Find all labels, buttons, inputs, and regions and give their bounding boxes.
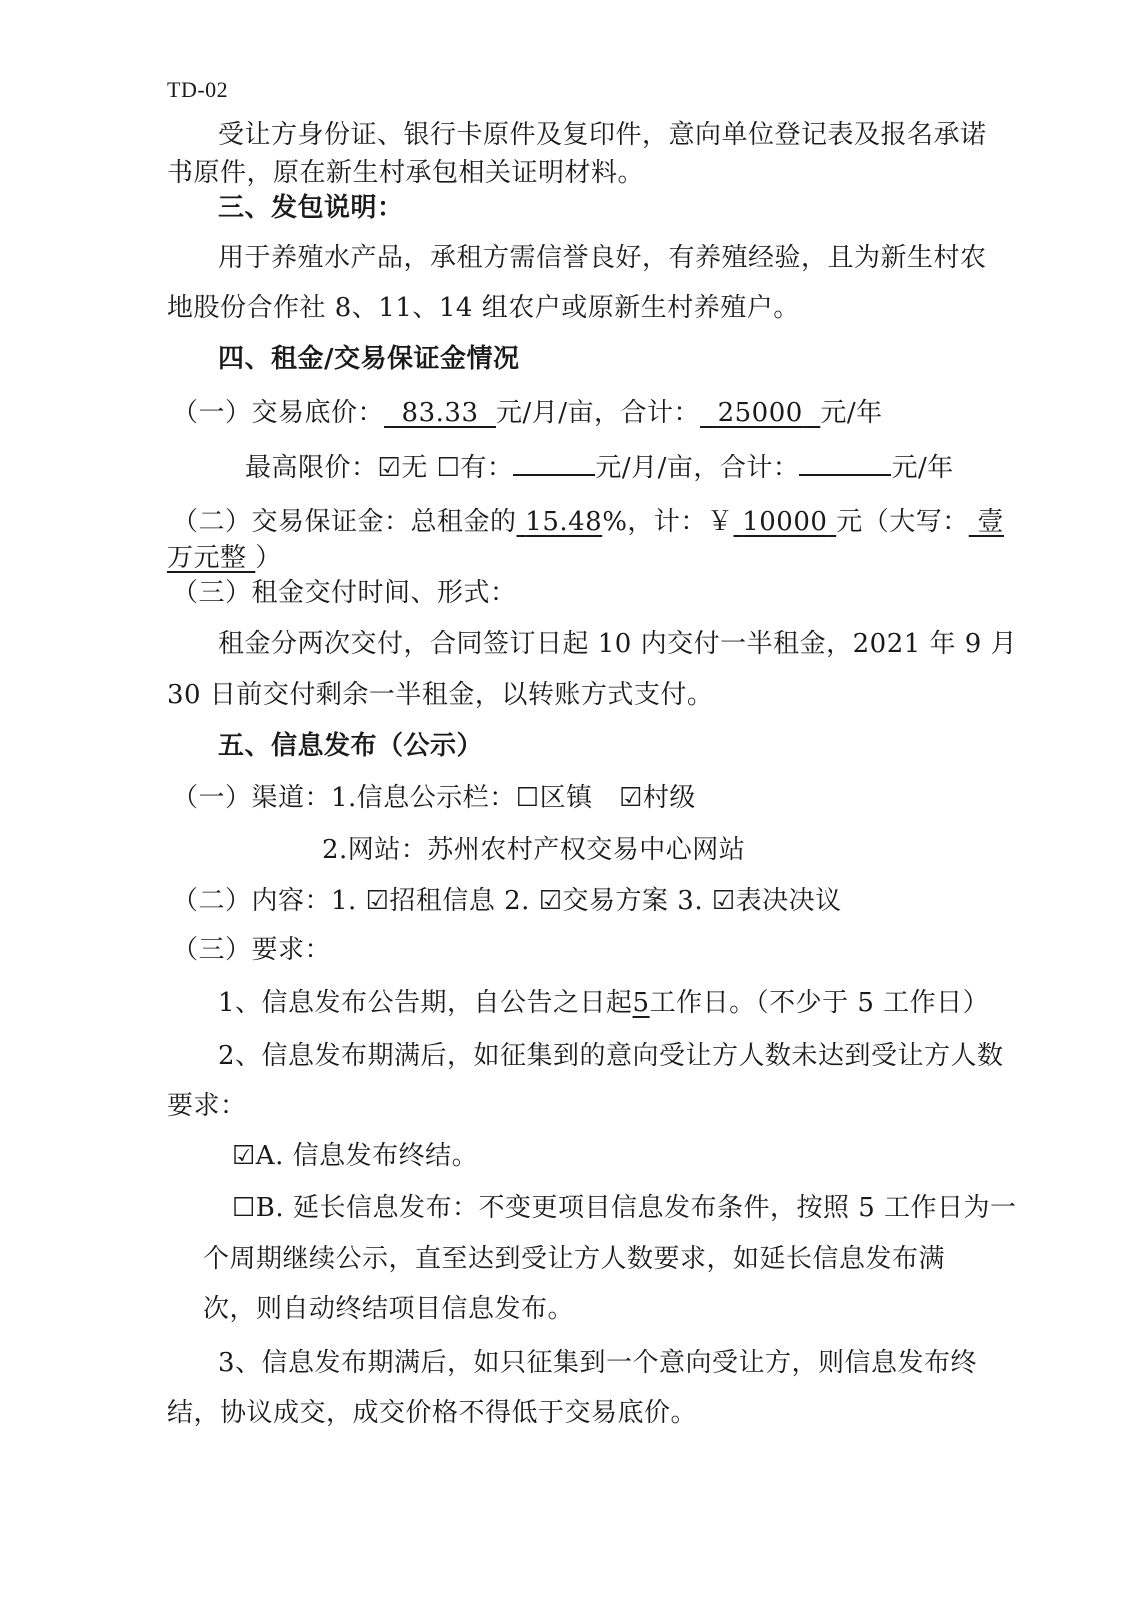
requirement-3-line-1: 3、信息发布期满后，如只征集到一个意向受让方，则信息发布终 — [218, 1348, 978, 1378]
option-a: ☑A. 信息发布终结。 — [232, 1141, 479, 1171]
base-price-label: （一）交易底价： — [172, 398, 385, 428]
deposit-amount: 10000 — [742, 507, 828, 537]
ceiling-has-option: ☐有： — [436, 453, 514, 483]
content-line: （二）内容：1. ☑招租信息 2. ☑交易方案 3. ☑表决决议 — [172, 886, 842, 916]
section-4-heading: 四、租金/交易保证金情况 — [218, 344, 520, 374]
deposit-close: ） — [255, 543, 282, 573]
ceiling-total-unit: 元/年 — [891, 453, 954, 483]
deposit-label: （二）交易保证金：总租金的 — [172, 507, 517, 537]
requirement-1: 1、信息发布公告期，自公告之日起5工作日。（不少于 5 工作日） — [218, 988, 990, 1018]
ceiling-none-option: ☑无 — [377, 453, 428, 483]
deposit-capital-b: 万元整 — [167, 543, 247, 573]
requirement-3-line-2: 结，协议成交，成交价格不得低于交易底价。 — [167, 1398, 698, 1428]
deposit-percent-sign: %，计：￥ — [602, 507, 734, 537]
payment-text-line-2: 30 日前交付剩余一半租金，以转账方式支付。 — [167, 680, 714, 710]
requirement-2-line-2: 要求： — [167, 1091, 247, 1121]
ceiling-total-blank — [799, 450, 891, 476]
section-3-text-line-2: 地股份合作社 8、11、14 组农户或原新生村养殖户。 — [167, 293, 800, 323]
deposit-row-cont — [167, 541, 282, 575]
required-docs-line-2: 书原件，原在新生村承包相关证明材料。 — [167, 158, 645, 188]
payment-heading: （三）租金交付时间、形式： — [172, 578, 517, 608]
base-price-value: 83.33 — [401, 398, 479, 428]
channel-line-1: （一）渠道：1.信息公示栏：☐区镇 ☑村级 — [172, 783, 696, 813]
deposit-row — [172, 505, 1004, 539]
base-price-unit: 元/月/亩，合计： — [496, 398, 701, 428]
required-docs-line-1: 受让方身份证、银行卡原件及复印件，意向单位登记表及报名承诺 — [218, 120, 987, 150]
option-b-line-3: 次，则自动终结项目信息发布。 — [203, 1294, 575, 1324]
section-3-text-line-1: 用于养殖水产品，承租方需信誉良好，有养殖经验，且为新生村农 — [218, 243, 987, 273]
requirements-heading: （三）要求： — [172, 935, 332, 965]
section-3-heading: 三、发包说明： — [218, 193, 404, 223]
document-code: TD-02 — [167, 77, 229, 102]
requirement-2-line-1: 2、信息发布期满后，如征集到的意向受让方人数未达到受让方人数 — [218, 1041, 1004, 1071]
deposit-amount-text: 元（大写： — [836, 507, 969, 537]
base-total-unit: 元/年 — [820, 398, 883, 428]
option-b-line-2: 个周期继续公示，直至达到受让方人数要求，如延长信息发布满 — [203, 1244, 946, 1274]
channel-line-2: 2.网站：苏州农村产权交易中心网站 — [322, 835, 746, 865]
ceiling-price-blank — [513, 450, 595, 476]
option-b-line-1: ☐B. 延长信息发布：不变更项目信息发布条件，按照 5 工作日为一 — [232, 1193, 1017, 1223]
ceiling-price-label: 最高限价： — [245, 453, 378, 483]
deposit-percent: 15.48 — [525, 507, 603, 537]
base-price-row — [172, 396, 883, 430]
ceiling-price-unit: 元/月/亩，合计： — [595, 453, 800, 483]
announcement-days: 5 — [632, 988, 650, 1018]
payment-text-line-1: 租金分两次交付，合同签订日起 10 内交付一半租金，2021 年 9 月 — [218, 629, 1018, 659]
ceiling-price-row — [245, 450, 954, 485]
base-total-value: 25000 — [717, 398, 803, 428]
deposit-capital-a: 壹 — [977, 507, 1004, 537]
section-5-heading: 五、信息发布（公示） — [218, 731, 484, 761]
